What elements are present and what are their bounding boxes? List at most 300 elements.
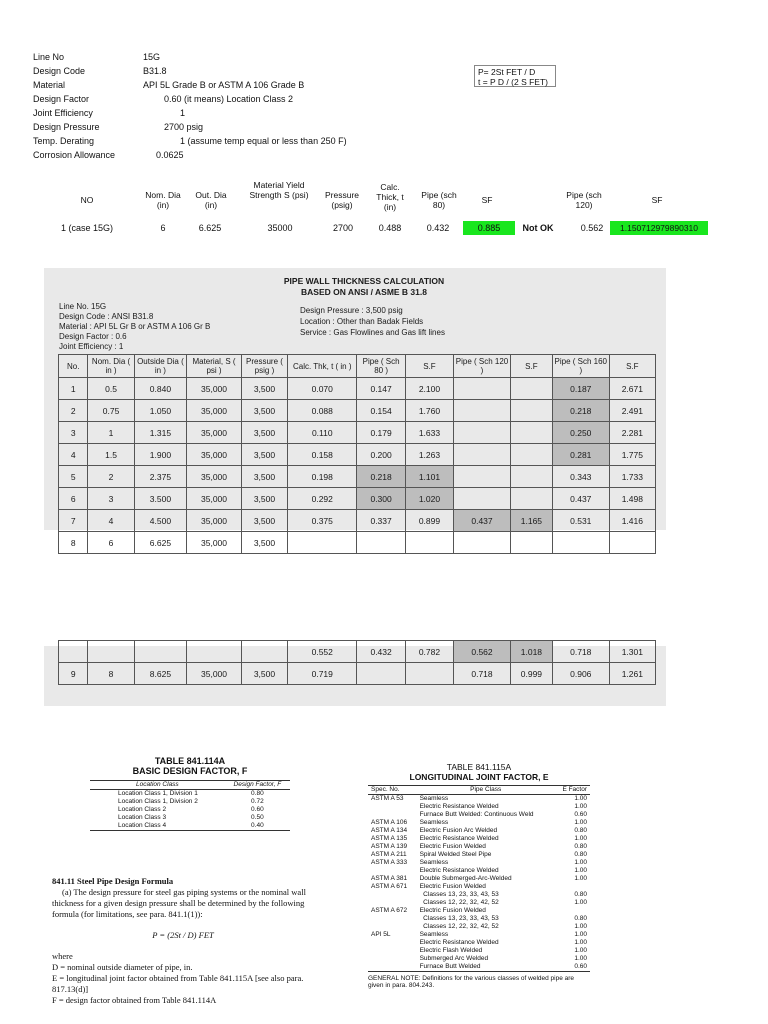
row-sf-2-highlight: 1.150712979890310 bbox=[610, 221, 708, 235]
location-class-cell: Location Class 1, Division 2 bbox=[118, 798, 198, 805]
table-row bbox=[368, 891, 590, 899]
e-factor-cell: 0.80 bbox=[574, 851, 587, 858]
table-cell: 3 bbox=[59, 422, 88, 444]
table-cell: 3,500 bbox=[241, 444, 287, 466]
table-cell: 1.5 bbox=[88, 444, 134, 466]
label-temp-derating: Temp. Derating bbox=[33, 136, 95, 146]
table-cell: 35,000 bbox=[187, 400, 242, 422]
scan-th-sf-80: S.F bbox=[405, 355, 453, 378]
formula-line-1: P= 2St FET / D bbox=[478, 67, 536, 77]
table-cell: 1.416 bbox=[609, 510, 655, 532]
scan-th-sch160: Pipe ( Sch 160 ) bbox=[552, 355, 609, 378]
table-cell: 0.300 bbox=[357, 488, 405, 510]
e-factor-cell: 1.00 bbox=[574, 819, 587, 826]
e-factor-cell: 0.80 bbox=[574, 843, 587, 850]
table-cell: 1.900 bbox=[134, 444, 187, 466]
location-class-cell: Location Class 4 bbox=[118, 822, 167, 829]
label-joint-efficiency: Joint Efficiency bbox=[33, 108, 93, 118]
table-row bbox=[368, 963, 590, 972]
e-factor-cell: 1.00 bbox=[574, 867, 587, 874]
table-cell: 1.263 bbox=[405, 444, 453, 466]
scan-location: Location : Other than Badak Fields bbox=[300, 317, 424, 326]
pipe-class-cell: Seamless bbox=[419, 819, 449, 826]
scan-material: Material : API 5L Gr B or ASTM A 106 Gr B bbox=[59, 322, 211, 331]
table-cell: 2.671 bbox=[609, 378, 655, 400]
table-cell: 0.432 bbox=[357, 641, 405, 663]
table-cell: 0.840 bbox=[134, 378, 187, 400]
table-114a-subtitle: BASIC DESIGN FACTOR, F bbox=[132, 766, 248, 776]
spec-no-cell bbox=[368, 891, 417, 899]
spec-no-cell bbox=[368, 915, 417, 923]
table-cell: 2.375 bbox=[134, 466, 187, 488]
table-row bbox=[368, 899, 590, 907]
table-row bbox=[368, 915, 590, 923]
pipe-class-cell: Submerged Arc Welded bbox=[419, 955, 489, 962]
table-cell: 0.562 bbox=[454, 641, 511, 663]
table-row bbox=[90, 814, 290, 822]
table-cell: 1.165 bbox=[510, 510, 552, 532]
table-cell: 6.625 bbox=[134, 532, 187, 554]
table-cell: 0.147 bbox=[357, 378, 405, 400]
table-cell: 0.187 bbox=[552, 378, 609, 400]
table-cell bbox=[454, 466, 511, 488]
table-cell: 0.088 bbox=[288, 400, 357, 422]
formula-paragraph: (a) The design pressure for steel gas piping systems or the nominal wall thickness for a given design pressure shall be determined by the following formula (for limitations, see para. 841.1(1)): bbox=[52, 887, 306, 919]
spec-no-cell: ASTM A 381 bbox=[371, 875, 408, 882]
row-pipe-sch120: 0.562 bbox=[580, 223, 604, 233]
table-row bbox=[368, 827, 590, 835]
table-cell: 6 bbox=[59, 488, 88, 510]
table-115a-col2: Pipe Class bbox=[470, 786, 502, 793]
scan-th-calc-thk: Calc. Thk, t ( in ) bbox=[288, 355, 357, 378]
table-cell bbox=[88, 641, 134, 663]
table-cell: 1.315 bbox=[134, 422, 187, 444]
formula-note-box bbox=[474, 65, 556, 87]
table-cell bbox=[552, 532, 609, 554]
table-cell: 1.633 bbox=[405, 422, 453, 444]
pipe-class-cell: Electric Flash Welded bbox=[419, 947, 483, 954]
scan-header-row bbox=[59, 355, 656, 378]
table-cell bbox=[405, 532, 453, 554]
table-cell bbox=[454, 378, 511, 400]
table-cell: 0.179 bbox=[357, 422, 405, 444]
table-cell: 35,000 bbox=[187, 466, 242, 488]
formula-def-e: E = longitudinal joint factor obtained from Table 841.115A [see also para. 817.13(d)] bbox=[52, 973, 304, 994]
spec-no-cell bbox=[368, 923, 417, 931]
pipe-class-cell: Electric Resistance Welded bbox=[419, 803, 499, 810]
table-row bbox=[368, 883, 590, 891]
label-design-code: Design Code bbox=[33, 66, 86, 76]
row-pressure: 2700 bbox=[332, 223, 354, 233]
table-row bbox=[90, 806, 290, 814]
formula-section bbox=[52, 876, 314, 1006]
table-cell bbox=[510, 488, 552, 510]
table-row bbox=[368, 923, 590, 931]
e-factor-cell: 1.00 bbox=[574, 955, 587, 962]
table-cell bbox=[134, 641, 187, 663]
spec-no-cell: ASTM A 211 bbox=[371, 851, 407, 858]
scan-th-sf-120: S.F bbox=[510, 355, 552, 378]
col-header-pressure: Pressure (psig) bbox=[324, 190, 359, 210]
table-cell: 3,500 bbox=[241, 663, 287, 685]
table-cell: 8 bbox=[88, 663, 134, 685]
table-cell: 1.301 bbox=[609, 641, 655, 663]
table-cell: 0.75 bbox=[88, 400, 134, 422]
table-cell: 0.5 bbox=[88, 378, 134, 400]
row-calc-thick: 0.488 bbox=[378, 223, 402, 233]
table-cell: 0.782 bbox=[405, 641, 453, 663]
table-cell: 8.625 bbox=[134, 663, 187, 685]
spec-no-cell: ASTM A 139 bbox=[371, 843, 408, 850]
table-115a-col1: Spec. No. bbox=[371, 786, 400, 793]
table-cell: 5 bbox=[59, 466, 88, 488]
table-cell bbox=[454, 422, 511, 444]
pipe-class-cell: Double Submerged-Arc-Welded bbox=[419, 875, 512, 882]
table-cell: 7 bbox=[59, 510, 88, 532]
table-row bbox=[59, 422, 656, 444]
table-cell: 0.070 bbox=[288, 378, 357, 400]
table-cell: 35,000 bbox=[187, 422, 242, 444]
table-cell: 0.719 bbox=[288, 663, 357, 685]
table-cell: 0.999 bbox=[510, 663, 552, 685]
formula-line-2: t = P D / (2 S FET) bbox=[478, 77, 548, 87]
table-cell bbox=[454, 444, 511, 466]
table-cell: 0.899 bbox=[405, 510, 453, 532]
e-factor-cell: 1.00 bbox=[574, 931, 587, 938]
design-factor-cell: 0.72 bbox=[251, 798, 264, 805]
scanned-calc-sheet bbox=[44, 268, 666, 548]
table-cell: 3,500 bbox=[241, 488, 287, 510]
table-cell: 4.500 bbox=[134, 510, 187, 532]
design-factor-cell: 0.80 bbox=[251, 790, 264, 797]
row-yield: 35000 bbox=[267, 223, 293, 233]
e-factor-cell bbox=[555, 883, 590, 891]
table-cell: 3,500 bbox=[241, 378, 287, 400]
table-cell: 0.200 bbox=[357, 444, 405, 466]
table-114a-col1: Location Class bbox=[136, 781, 179, 788]
pipe-class-cell: Electric Fusion Welded bbox=[419, 907, 486, 914]
table-cell bbox=[405, 663, 453, 685]
spec-no-cell: API 5L bbox=[371, 931, 391, 938]
table-row bbox=[368, 947, 590, 955]
table-cell: 0.375 bbox=[288, 510, 357, 532]
table-cell: 1 bbox=[88, 422, 134, 444]
e-factor-cell: 1.00 bbox=[574, 923, 587, 930]
table-cell: 0.281 bbox=[552, 444, 609, 466]
e-factor-cell: 1.00 bbox=[574, 939, 587, 946]
spec-no-cell: ASTM A 53 bbox=[371, 795, 404, 802]
e-factor-cell: 1.00 bbox=[574, 803, 587, 810]
table-115a-subtitle: LONGITUDINAL JOINT FACTOR, E bbox=[409, 772, 549, 782]
table-cell bbox=[510, 444, 552, 466]
table-cell: 0.218 bbox=[357, 466, 405, 488]
table-cell: 0.531 bbox=[552, 510, 609, 532]
table-cell: 0.110 bbox=[288, 422, 357, 444]
scan-service: Service : Gas Flowlines and Gas lift lines bbox=[300, 328, 445, 337]
table-row bbox=[368, 875, 590, 883]
col-header-yield-strength: Material Yield Strength S (psi) bbox=[249, 180, 309, 200]
table-841-114a bbox=[70, 756, 310, 831]
spec-no-cell: ASTM A 671 bbox=[371, 883, 408, 890]
scan-design-pressure: Design Pressure : 3,500 psig bbox=[300, 306, 403, 315]
pipe-class-cell: Furnace Butt Welded bbox=[419, 963, 481, 970]
pipe-class-cell: Electric Resistance Welded bbox=[419, 939, 499, 946]
table-cell bbox=[510, 532, 552, 554]
table-cell: 2 bbox=[59, 400, 88, 422]
table-cell: 1.760 bbox=[405, 400, 453, 422]
table-cell bbox=[609, 532, 655, 554]
value-joint-efficiency: 1 bbox=[180, 108, 186, 118]
scan-th-sf-160: S.F bbox=[609, 355, 655, 378]
value-line-no: 15G bbox=[143, 52, 161, 62]
pipe-class-cell: Electric Fusion Arc Welded bbox=[419, 827, 498, 834]
formula-def-f: F = design factor obtained from Table 841.114A bbox=[52, 995, 217, 1005]
table-cell bbox=[510, 400, 552, 422]
table-cell: 0.437 bbox=[552, 488, 609, 510]
table-cell: 0.906 bbox=[552, 663, 609, 685]
table-cell: 0.343 bbox=[552, 466, 609, 488]
table-cell: 1.498 bbox=[609, 488, 655, 510]
table-row bbox=[59, 466, 656, 488]
table-cell: 2.491 bbox=[609, 400, 655, 422]
location-class-cell: Location Class 1, Division 1 bbox=[118, 790, 198, 797]
table-cell: 0.718 bbox=[552, 641, 609, 663]
scan-design-code: Design Code : ANSI B31.8 bbox=[59, 312, 154, 321]
table-cell bbox=[454, 400, 511, 422]
table-cell: 0.552 bbox=[288, 641, 357, 663]
row-sf-1-highlight: 0.885 bbox=[463, 221, 515, 235]
e-factor-cell: 1.00 bbox=[574, 875, 587, 882]
label-corrosion-allowance: Corrosion Allowance bbox=[33, 150, 116, 160]
table-cell: 1.020 bbox=[405, 488, 453, 510]
col-header-sf-2: SF bbox=[651, 195, 663, 205]
e-factor-cell: 1.00 bbox=[574, 899, 587, 906]
formula-equation: P = (2St / D) FET bbox=[152, 930, 214, 940]
scanned-calc-sheet-continued bbox=[44, 646, 666, 706]
table-cell: 35,000 bbox=[187, 510, 242, 532]
scan-th-outside-dia: Outside Dia ( in ) bbox=[134, 355, 187, 378]
table-row bbox=[368, 795, 590, 804]
table-row bbox=[59, 641, 656, 663]
table-cell: 0.337 bbox=[357, 510, 405, 532]
pipe-class-cell: Classes 12, 22, 32, 42, 52 bbox=[419, 899, 499, 906]
table-cell: 2.281 bbox=[609, 422, 655, 444]
spec-no-cell: ASTM A 333 bbox=[371, 859, 408, 866]
table-cell: 3,500 bbox=[241, 422, 287, 444]
table-cell: 1.101 bbox=[405, 466, 453, 488]
spec-no-cell: ASTM A 106 bbox=[371, 819, 408, 826]
scan-th-pressure: Pressure ( psig ) bbox=[241, 355, 287, 378]
table-cell bbox=[357, 663, 405, 685]
row-nom-dia: 6 bbox=[160, 223, 166, 233]
scan-th-no: No. bbox=[59, 355, 88, 378]
table-row bbox=[90, 790, 290, 799]
table-115a-note: GENERAL NOTE: Definitions for the various classes of welded pipe are given in para. 804.243. bbox=[368, 975, 575, 989]
col-header-sf-1: SF bbox=[481, 195, 493, 205]
table-row bbox=[90, 798, 290, 806]
table-row bbox=[368, 803, 590, 811]
table-cell bbox=[510, 422, 552, 444]
row-out-dia: 6.625 bbox=[198, 223, 222, 233]
location-class-cell: Location Class 3 bbox=[118, 814, 167, 821]
scan-th-sch120: Pipe ( Sch 120 ) bbox=[454, 355, 511, 378]
table-cell: 6 bbox=[88, 532, 134, 554]
formula-def-d: D = nominal outside diameter of pipe, in. bbox=[52, 962, 193, 972]
table-row bbox=[368, 955, 590, 963]
scan-th-material: Material, S ( psi ) bbox=[187, 355, 242, 378]
spec-no-cell bbox=[368, 867, 417, 875]
table-cell: 35,000 bbox=[187, 488, 242, 510]
table-cell: 1.261 bbox=[609, 663, 655, 685]
pipe-class-cell: Classes 13, 23, 33, 43, 53 bbox=[419, 915, 499, 922]
table-row bbox=[368, 819, 590, 827]
pipe-class-cell: Seamless bbox=[419, 859, 449, 866]
value-temp-derating: 1 (assume temp equal or less than 250 F) bbox=[180, 136, 347, 146]
table-cell: 0.437 bbox=[454, 510, 511, 532]
pipe-class-cell: Electric Fusion Welded bbox=[419, 883, 486, 890]
value-design-factor: 0.60 (it means) Location Class 2 bbox=[164, 94, 294, 104]
spec-no-cell bbox=[368, 955, 417, 963]
row-no: 1 (case 15G) bbox=[60, 223, 114, 233]
label-design-factor: Design Factor bbox=[33, 94, 90, 104]
e-factor-cell: 1.00 bbox=[574, 835, 587, 842]
spec-no-cell: ASTM A 672 bbox=[371, 907, 408, 914]
scan-title-1: PIPE WALL THICKNESS CALCULATION bbox=[283, 276, 445, 286]
table-cell bbox=[187, 641, 242, 663]
table-cell: 0.718 bbox=[454, 663, 511, 685]
table-row bbox=[368, 939, 590, 947]
spec-no-cell: ASTM A 135 bbox=[371, 835, 408, 842]
table-row bbox=[90, 822, 290, 831]
table-cell bbox=[510, 466, 552, 488]
e-factor-cell: 1.00 bbox=[574, 859, 587, 866]
pipe-class-cell: Electric Resistance Welded bbox=[419, 835, 499, 842]
design-factor-cell: 0.60 bbox=[251, 806, 264, 813]
table-cell: 3,500 bbox=[241, 510, 287, 532]
e-factor-cell: 1.00 bbox=[574, 795, 587, 802]
col-header-pipe-sch120: Pipe (sch 120) bbox=[566, 190, 602, 210]
table-cell: 4 bbox=[59, 444, 88, 466]
table-115a-title: TABLE 841.115A bbox=[446, 762, 512, 772]
spec-no-cell bbox=[368, 939, 417, 947]
e-factor-cell: 0.80 bbox=[574, 891, 587, 898]
scan-line-no: Line No. 15G bbox=[59, 302, 107, 311]
spec-no-cell bbox=[368, 963, 417, 972]
table-row bbox=[368, 843, 590, 851]
pipe-class-cell: Electric Resistance Welded bbox=[419, 867, 499, 874]
value-design-pressure: 2700 psig bbox=[164, 122, 204, 132]
table-row bbox=[368, 931, 590, 939]
pipe-class-cell: Seamless bbox=[419, 795, 449, 802]
design-factor-cell: 0.50 bbox=[251, 814, 264, 821]
scan-table bbox=[58, 354, 656, 554]
table-cell: 0.158 bbox=[288, 444, 357, 466]
pipe-class-cell: Classes 13, 23, 33, 43, 53 bbox=[419, 891, 499, 898]
table-cell: 35,000 bbox=[187, 532, 242, 554]
col-header-out-dia: Out. Dia (in) bbox=[195, 190, 227, 210]
table-cell bbox=[454, 532, 511, 554]
e-factor-cell: 0.80 bbox=[574, 827, 587, 834]
table-cell: 1.775 bbox=[609, 444, 655, 466]
spec-no-cell: ASTM A 134 bbox=[371, 827, 408, 834]
table-cell: 3 bbox=[88, 488, 134, 510]
table-row bbox=[59, 488, 656, 510]
table-cell: 0.154 bbox=[357, 400, 405, 422]
table-cell bbox=[288, 532, 357, 554]
table-115a-grid bbox=[368, 785, 590, 972]
e-factor-cell: 1.00 bbox=[574, 947, 587, 954]
scan-joint-efficiency: Joint Efficiency : 1 bbox=[59, 342, 124, 351]
pipe-class-cell: Electric Fusion Welded bbox=[419, 843, 486, 850]
table-cell: 1 bbox=[59, 378, 88, 400]
scan-th-sch80: Pipe ( Sch 80 ) bbox=[357, 355, 405, 378]
table-cell: 35,000 bbox=[187, 378, 242, 400]
table-row bbox=[59, 510, 656, 532]
value-material: API 5L Grade B or ASTM A 106 Grade B bbox=[143, 80, 305, 90]
spec-no-cell bbox=[368, 811, 417, 819]
table-row bbox=[59, 444, 656, 466]
table-cell: 1.018 bbox=[510, 641, 552, 663]
table-cell: 1.733 bbox=[609, 466, 655, 488]
pipe-class-cell: Classes 12, 22, 32, 42, 52 bbox=[419, 923, 499, 930]
scan-th-nom-dia: Nom. Dia ( in ) bbox=[88, 355, 134, 378]
label-material: Material bbox=[33, 80, 66, 90]
design-factor-cell: 0.40 bbox=[251, 822, 264, 829]
table-114a-col2: Design Factor, F bbox=[233, 781, 282, 788]
table-cell bbox=[59, 641, 88, 663]
table-cell: 3,500 bbox=[241, 400, 287, 422]
table-cell: 35,000 bbox=[187, 663, 242, 685]
scan-title-2: BASED ON ANSI / ASME B 31.8 bbox=[301, 287, 427, 297]
table-cell: 2 bbox=[88, 466, 134, 488]
table-cell bbox=[241, 641, 287, 663]
label-design-pressure: Design Pressure bbox=[33, 122, 100, 132]
table-841-115a bbox=[368, 762, 590, 989]
table-cell: 2.100 bbox=[405, 378, 453, 400]
table-cell: 0.250 bbox=[552, 422, 609, 444]
spec-no-cell bbox=[368, 947, 417, 955]
table-cell: 0.218 bbox=[552, 400, 609, 422]
scan-design-factor: Design Factor : 0.6 bbox=[59, 332, 127, 341]
spec-no-cell bbox=[368, 803, 417, 811]
table-row bbox=[59, 532, 656, 554]
table-row bbox=[368, 851, 590, 859]
table-cell: 3.500 bbox=[134, 488, 187, 510]
table-cell: 9 bbox=[59, 663, 88, 685]
table-cell: 3,500 bbox=[241, 466, 287, 488]
table-row bbox=[59, 378, 656, 400]
table-row bbox=[59, 400, 656, 422]
col-header-pipe-sch80: Pipe (sch 80) bbox=[421, 190, 457, 210]
table-cell bbox=[357, 532, 405, 554]
formula-where: where bbox=[52, 951, 73, 961]
table-cell: 8 bbox=[59, 532, 88, 554]
table-cell bbox=[510, 378, 552, 400]
value-design-code: B31.8 bbox=[143, 66, 167, 76]
col-header-no: NO bbox=[80, 195, 94, 205]
table-114a-title: TABLE 841.114A bbox=[154, 756, 226, 766]
table-cell: 4 bbox=[88, 510, 134, 532]
table-cell: 1.050 bbox=[134, 400, 187, 422]
table-115a-col3: E Factor bbox=[562, 786, 587, 793]
table-cell bbox=[454, 488, 511, 510]
formula-heading: 841.11 Steel Pipe Design Formula bbox=[52, 876, 174, 886]
table-row bbox=[368, 867, 590, 875]
row-status-not-ok: Not OK bbox=[522, 223, 554, 233]
table-row bbox=[59, 663, 656, 685]
label-line-no: Line No bbox=[33, 52, 65, 62]
table-cell: 3,500 bbox=[241, 532, 287, 554]
